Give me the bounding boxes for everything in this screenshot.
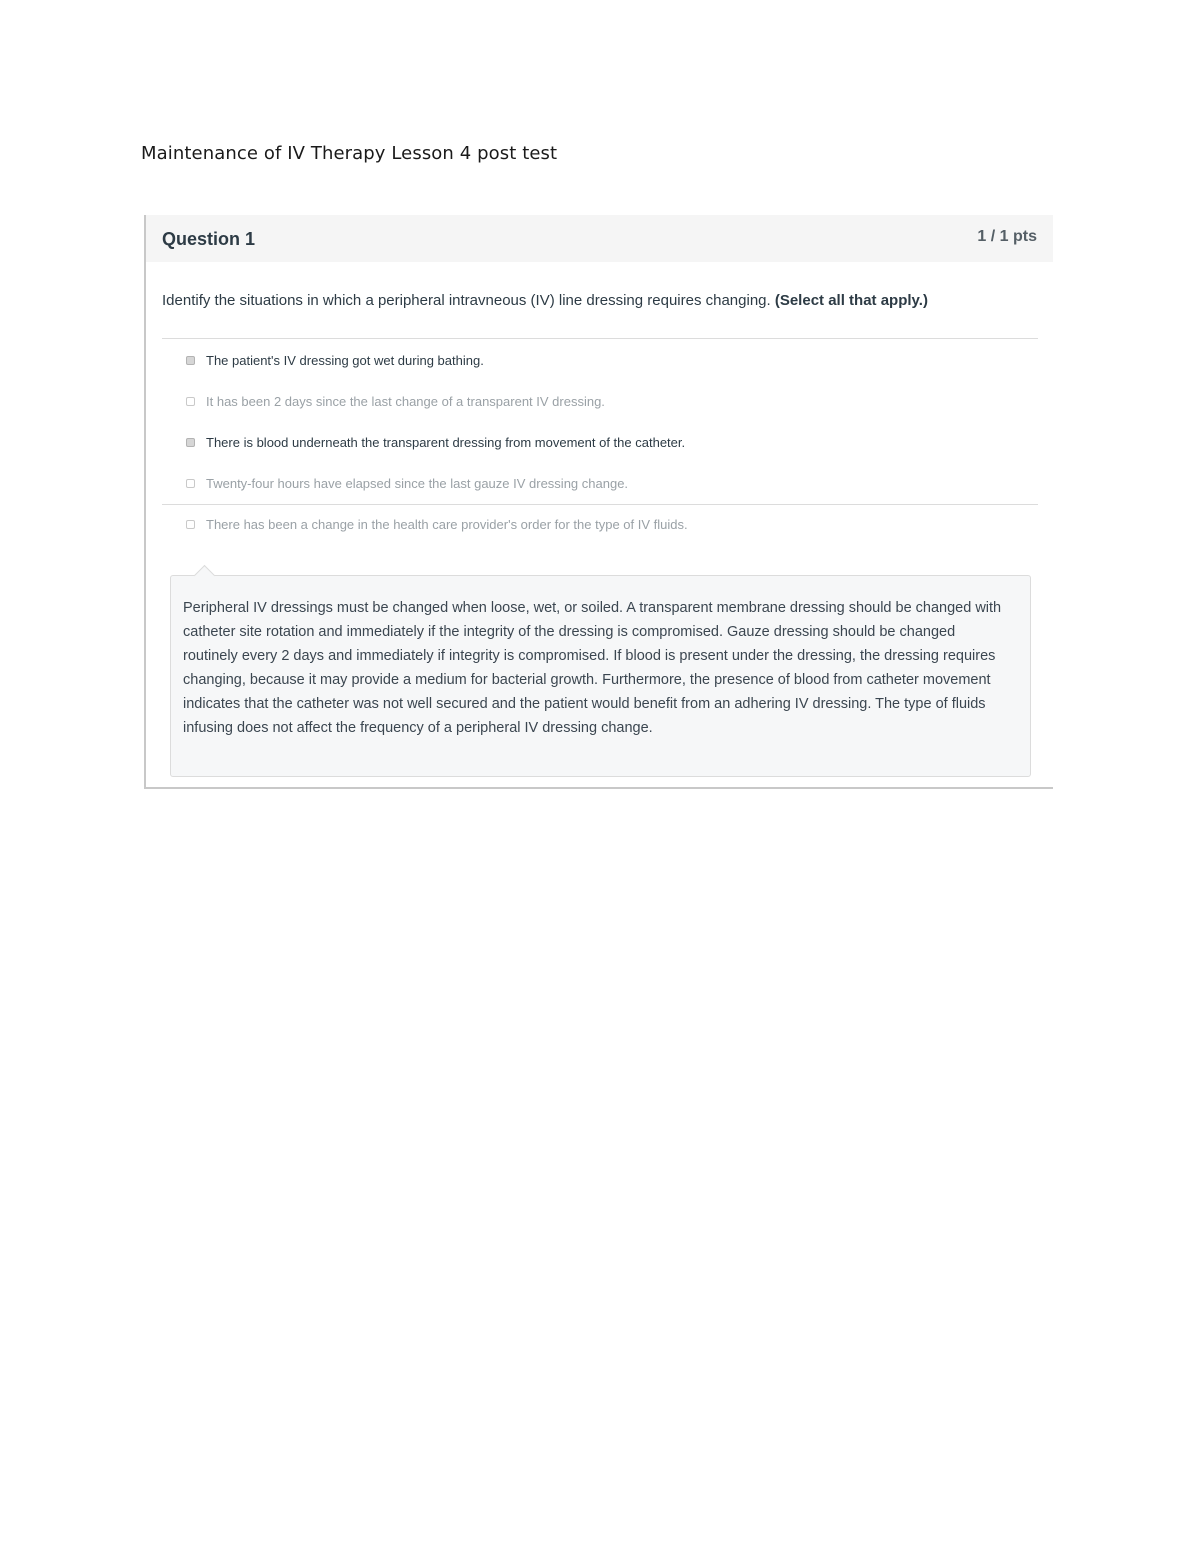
question-title: Question 1	[162, 229, 256, 249]
question-prompt	[162, 292, 928, 309]
checkbox-unchecked-icon[interactable]	[186, 520, 195, 529]
answer-explanation	[170, 575, 1031, 777]
checkbox-checked-icon[interactable]	[186, 356, 195, 365]
answer-label: Twenty-four hours have elapsed since the last gauze IV dressing change.	[206, 476, 629, 491]
checkbox-unchecked-icon[interactable]	[186, 397, 195, 406]
question-card	[144, 215, 1053, 789]
question-prompt-text: Identify the situations in which a peripheral intravneous (IV) line dressing requires changing.	[162, 292, 771, 309]
checkbox-unchecked-icon[interactable]	[186, 479, 195, 488]
answer-label: There is blood underneath the transparent dressing from movement of the catheter.	[206, 435, 686, 450]
answer-divider	[162, 504, 1038, 505]
question-divider	[162, 338, 1038, 339]
answer-label: There has been a change in the health care provider's order for the type of IV fluids.	[206, 517, 688, 532]
checkbox-checked-icon[interactable]	[186, 438, 195, 447]
question-prompt-emphasis: (Select all that apply.)	[774, 292, 928, 309]
document-title: Maintenance of IV Therapy Lesson 4 post test	[141, 143, 558, 164]
answer-label: It has been 2 days since the last change of a transparent IV dressing.	[206, 394, 605, 409]
explanation-text: Peripheral IV dressings must be changed when loose, wet, or soiled. A transparent membrane dressing should be changed with catheter site rotation and immediately if the integrity of the dressing is compromised. Gauze dressing should be changed routinely every 2 days and immediately if integrity is compromised. If blood is present under the dressing, the dressing requires changing, because it may provide a medium for bacterial growth. Furthermore, the presence of blood from catheter movement indicates that the catheter was not well secured and the patient would benefit from an adhering IV dressing. The type of fluids infusing does not affect the frequency of a peripheral IV dressing change.	[183, 600, 1002, 736]
question-header	[146, 215, 1053, 262]
question-points: 1 / 1 pts	[977, 228, 1037, 245]
answer-label: The patient's IV dressing got wet during bathing.	[206, 353, 484, 368]
callout-arrow-icon	[194, 565, 215, 586]
